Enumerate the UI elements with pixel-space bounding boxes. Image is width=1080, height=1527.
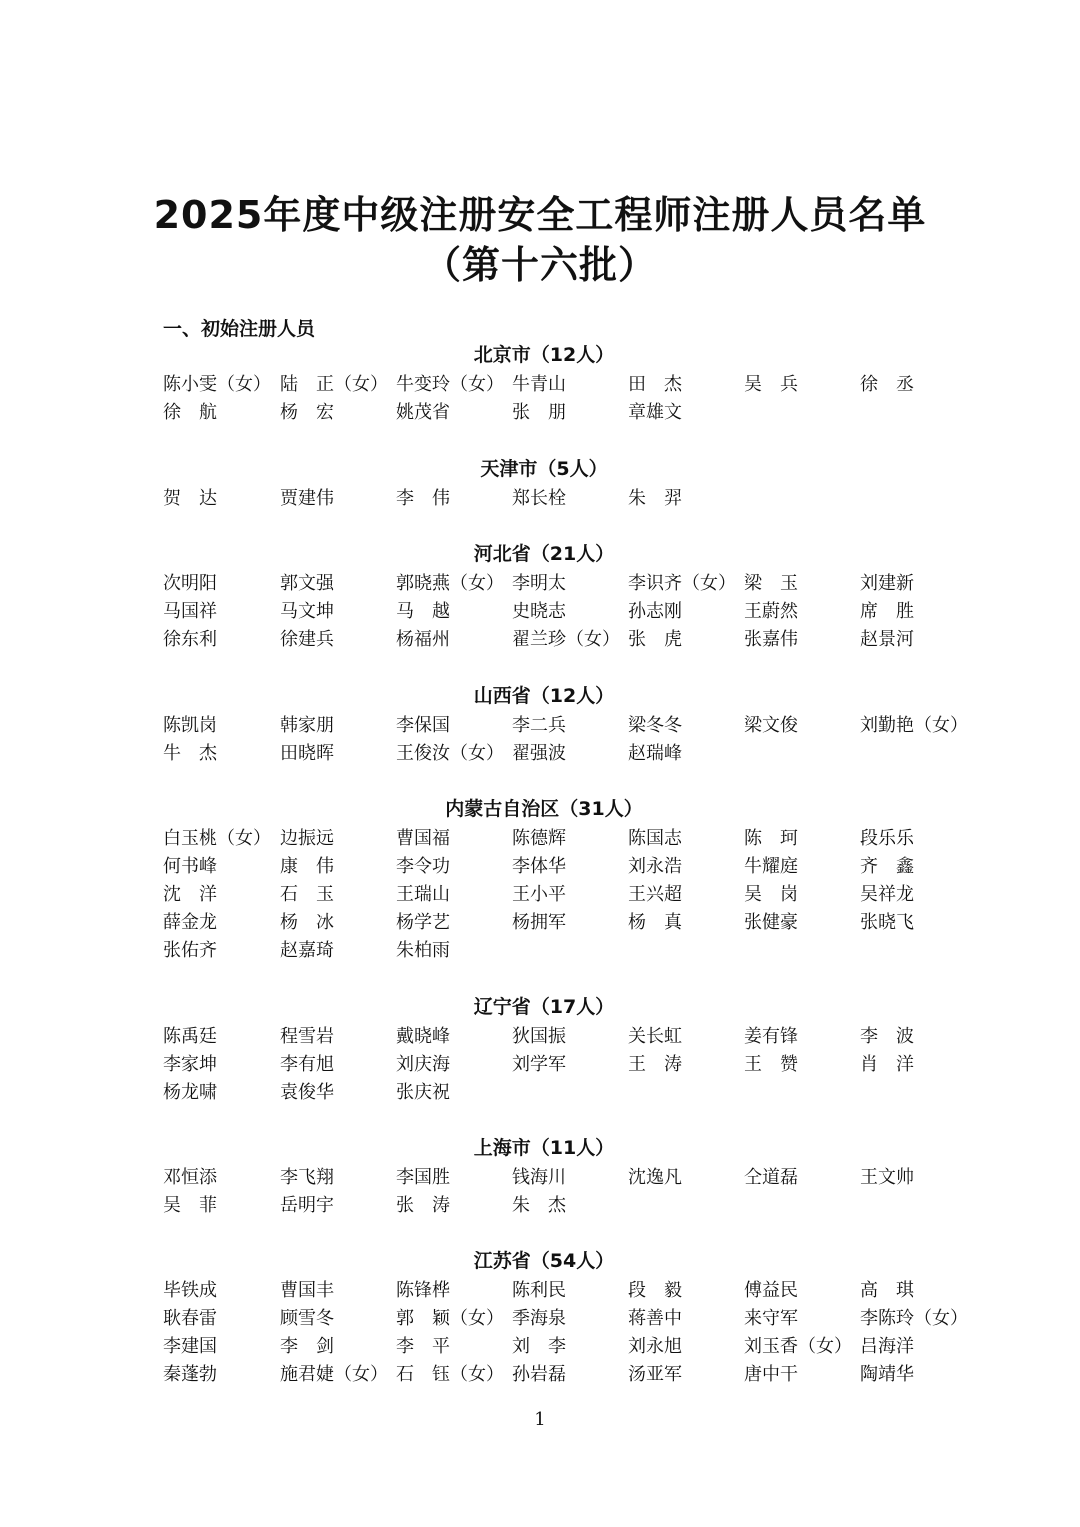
- region-title: 内蒙古自治区（31人）: [445, 798, 643, 820]
- person-name: 康 伟: [280, 856, 334, 877]
- region-block: [0, 1248, 1080, 1389]
- person-name: 仝道磊: [744, 1167, 798, 1188]
- name-row: [0, 1192, 1080, 1220]
- person-name: 韩家朋: [280, 715, 334, 736]
- region-title: 辽宁省（17人）: [473, 996, 615, 1018]
- person-name: 梁文俊: [744, 715, 798, 736]
- region-title: 上海市（11人）: [473, 1137, 615, 1159]
- person-name: 李飞翔: [280, 1167, 334, 1188]
- region-title: 天津市（5人）: [480, 458, 608, 480]
- person-name: 钱海川: [512, 1167, 566, 1188]
- person-name: 刘建新: [860, 573, 914, 594]
- person-name: 汤亚军: [628, 1364, 682, 1385]
- person-name: 关长虹: [628, 1026, 682, 1047]
- person-name: 刘永旭: [628, 1336, 682, 1357]
- person-name: 肖 洋: [860, 1054, 914, 1075]
- person-name: 马 越: [396, 601, 450, 622]
- person-name: 刘庆海: [396, 1054, 450, 1075]
- person-name: 马国祥: [163, 601, 217, 622]
- person-name: 徐 丞: [860, 374, 914, 395]
- person-name: 张佑齐: [163, 940, 217, 961]
- person-name: 梁冬冬: [628, 715, 682, 736]
- person-name: 郭 颖（女）: [396, 1308, 504, 1329]
- region-block: [0, 1135, 1080, 1220]
- name-row: [0, 1333, 1080, 1361]
- person-name: 李体华: [512, 856, 566, 877]
- person-name: 张 涛: [396, 1195, 450, 1216]
- person-name: 姚茂省: [396, 402, 450, 423]
- person-name: 刘玉香（女）: [744, 1336, 852, 1357]
- person-name: 王兴超: [628, 884, 682, 905]
- document-subtitle: （第十六批）: [422, 243, 657, 287]
- name-list: [0, 825, 1080, 965]
- person-name: 李令功: [396, 856, 450, 877]
- person-name: 吴 兵: [744, 374, 798, 395]
- person-name: 边振远: [280, 828, 334, 849]
- person-name: 姜有锋: [744, 1026, 798, 1047]
- person-name: 孙岩磊: [512, 1364, 566, 1385]
- person-name: 施君婕（女）: [280, 1364, 388, 1385]
- person-name: 梁 玉: [744, 573, 798, 594]
- person-name: 狄国振: [512, 1026, 566, 1047]
- person-name: 李家坤: [163, 1054, 217, 1075]
- person-name: 耿春雷: [163, 1308, 217, 1329]
- person-name: 翟强波: [512, 743, 566, 764]
- person-name: 陈锋桦: [396, 1280, 450, 1301]
- person-name: 程雪岩: [280, 1026, 334, 1047]
- name-row: [0, 825, 1080, 853]
- person-name: 曹国福: [396, 828, 450, 849]
- region-block: [0, 796, 1080, 965]
- name-row: [0, 570, 1080, 598]
- region-block: [0, 541, 1080, 654]
- region-title: 江苏省（54人）: [473, 1250, 615, 1272]
- person-name: 王蔚然: [744, 601, 798, 622]
- region-title: 北京市（12人）: [473, 344, 615, 366]
- section-heading: 一、初始注册人员: [163, 318, 316, 340]
- person-name: 石 钰（女）: [396, 1364, 504, 1385]
- person-name: 李识齐（女）: [628, 573, 736, 594]
- person-name: 陈 珂: [744, 828, 798, 849]
- region-block: [0, 342, 1080, 427]
- person-name: 张嘉伟: [744, 629, 798, 650]
- person-name: 王 赞: [744, 1054, 798, 1075]
- person-name: 史晓志: [512, 601, 566, 622]
- person-name: 陈凯岗: [163, 715, 217, 736]
- name-list: [0, 1023, 1080, 1107]
- person-name: 段乐乐: [860, 828, 914, 849]
- person-name: 郭文强: [280, 573, 334, 594]
- person-name: 毕铁成: [163, 1280, 217, 1301]
- person-name: 吕海洋: [860, 1336, 914, 1357]
- name-row: [0, 740, 1080, 768]
- name-row: [0, 1361, 1080, 1389]
- person-name: 秦蓬勃: [163, 1364, 217, 1385]
- person-name: 赵景河: [860, 629, 914, 650]
- person-name: 何书峰: [163, 856, 217, 877]
- person-name: 顾雪冬: [280, 1308, 334, 1329]
- person-name: 张 朋: [512, 402, 566, 423]
- person-name: 蒋善中: [628, 1308, 682, 1329]
- person-name: 牛变玲（女）: [396, 374, 504, 395]
- person-name: 吴祥龙: [860, 884, 914, 905]
- person-name: 徐东利: [163, 629, 217, 650]
- person-name: 郑长栓: [512, 488, 566, 509]
- person-name: 张健豪: [744, 912, 798, 933]
- person-name: 李 平: [396, 1336, 450, 1357]
- person-name: 王 涛: [628, 1054, 682, 1075]
- name-row: [0, 881, 1080, 909]
- person-name: 牛 杰: [163, 743, 217, 764]
- person-name: 石 玉: [280, 884, 334, 905]
- document-title: 2025年度中级注册安全工程师注册人员名单: [153, 193, 927, 237]
- person-name: 李二兵: [512, 715, 566, 736]
- person-name: 袁俊华: [280, 1082, 334, 1103]
- person-name: 吴 岗: [744, 884, 798, 905]
- person-name: 朱 羿: [628, 488, 682, 509]
- person-name: 沈逸凡: [628, 1167, 682, 1188]
- region-title: 河北省（21人）: [473, 543, 615, 565]
- person-name: 白玉桃（女）: [163, 828, 271, 849]
- person-name: 杨 真: [628, 912, 682, 933]
- person-name: 徐建兵: [280, 629, 334, 650]
- person-name: 吴 菲: [163, 1195, 217, 1216]
- name-row: [0, 712, 1080, 740]
- person-name: 陈禹廷: [163, 1026, 217, 1047]
- person-name: 李 波: [860, 1026, 914, 1047]
- person-name: 傅益民: [744, 1280, 798, 1301]
- person-name: 李建国: [163, 1336, 217, 1357]
- person-name: 章雄文: [628, 402, 682, 423]
- name-row: [0, 1023, 1080, 1051]
- name-row: [0, 909, 1080, 937]
- person-name: 李 剑: [280, 1336, 334, 1357]
- region-block: [0, 994, 1080, 1107]
- person-name: 陈德辉: [512, 828, 566, 849]
- name-row: [0, 1051, 1080, 1079]
- name-row: [0, 1277, 1080, 1305]
- region-block: [0, 683, 1080, 768]
- person-name: 邓恒添: [163, 1167, 217, 1188]
- person-name: 齐 鑫: [860, 856, 914, 877]
- person-name: 牛耀庭: [744, 856, 798, 877]
- name-row: [0, 1079, 1080, 1107]
- name-list: [0, 371, 1080, 427]
- name-row: [0, 371, 1080, 399]
- person-name: 杨拥军: [512, 912, 566, 933]
- person-name: 马文坤: [280, 601, 334, 622]
- person-name: 徐 航: [163, 402, 217, 423]
- name-row: [0, 626, 1080, 654]
- person-name: 王俊汝（女）: [396, 743, 504, 764]
- person-name: 李明太: [512, 573, 566, 594]
- name-row: [0, 937, 1080, 965]
- person-name: 杨 宏: [280, 402, 334, 423]
- person-name: 杨学艺: [396, 912, 450, 933]
- person-name: 陈小雯（女）: [163, 374, 271, 395]
- person-name: 张晓飞: [860, 912, 914, 933]
- person-name: 刘勤艳（女）: [860, 715, 968, 736]
- person-name: 刘永浩: [628, 856, 682, 877]
- region-title: 山西省（12人）: [473, 685, 615, 707]
- person-name: 季海泉: [512, 1308, 566, 1329]
- person-name: 陶靖华: [860, 1364, 914, 1385]
- name-row: [0, 399, 1080, 427]
- person-name: 杨福州: [396, 629, 450, 650]
- person-name: 李有旭: [280, 1054, 334, 1075]
- person-name: 陈利民: [512, 1280, 566, 1301]
- name-list: [0, 1277, 1080, 1389]
- person-name: 牛青山: [512, 374, 566, 395]
- page-number: 1: [534, 1409, 546, 1430]
- person-name: 席 胜: [860, 601, 914, 622]
- person-name: 薛金龙: [163, 912, 217, 933]
- person-name: 刘学军: [512, 1054, 566, 1075]
- person-name: 张 虎: [628, 629, 682, 650]
- region-block: [0, 456, 1080, 513]
- person-name: 次明阳: [163, 573, 217, 594]
- person-name: 曹国丰: [280, 1280, 334, 1301]
- person-name: 王瑞山: [396, 884, 450, 905]
- person-name: 杨龙啸: [163, 1082, 217, 1103]
- person-name: 王文帅: [860, 1167, 914, 1188]
- person-name: 孙志刚: [628, 601, 682, 622]
- person-name: 来守军: [744, 1308, 798, 1329]
- name-list: [0, 570, 1080, 654]
- person-name: 杨 冰: [280, 912, 334, 933]
- name-row: [0, 1164, 1080, 1192]
- person-name: 李陈玲（女）: [860, 1308, 968, 1329]
- person-name: 戴晓峰: [396, 1026, 450, 1047]
- person-name: 田晓晖: [280, 743, 334, 764]
- person-name: 田 杰: [628, 374, 682, 395]
- name-list: [0, 712, 1080, 768]
- person-name: 王小平: [512, 884, 566, 905]
- person-name: 陆 正（女）: [280, 374, 388, 395]
- person-name: 段 毅: [628, 1280, 682, 1301]
- person-name: 李 伟: [396, 488, 450, 509]
- person-name: 刘 李: [512, 1336, 566, 1357]
- person-name: 唐中干: [744, 1364, 798, 1385]
- person-name: 陈国志: [628, 828, 682, 849]
- name-list: [0, 485, 1080, 513]
- name-row: [0, 598, 1080, 626]
- person-name: 贺 达: [163, 488, 217, 509]
- person-name: 赵嘉琦: [280, 940, 334, 961]
- name-list: [0, 1164, 1080, 1220]
- person-name: 高 琪: [860, 1280, 914, 1301]
- person-name: 朱 杰: [512, 1195, 566, 1216]
- person-name: 张庆祝: [396, 1082, 450, 1103]
- person-name: 郭晓燕（女）: [396, 573, 504, 594]
- person-name: 赵瑞峰: [628, 743, 682, 764]
- person-name: 朱柏雨: [396, 940, 450, 961]
- person-name: 李保国: [396, 715, 450, 736]
- name-row: [0, 485, 1080, 513]
- person-name: 贾建伟: [280, 488, 334, 509]
- name-row: [0, 1305, 1080, 1333]
- person-name: 李国胜: [396, 1167, 450, 1188]
- person-name: 岳明宇: [280, 1195, 334, 1216]
- person-name: 翟兰珍（女）: [512, 629, 620, 650]
- person-name: 沈 洋: [163, 884, 217, 905]
- name-row: [0, 853, 1080, 881]
